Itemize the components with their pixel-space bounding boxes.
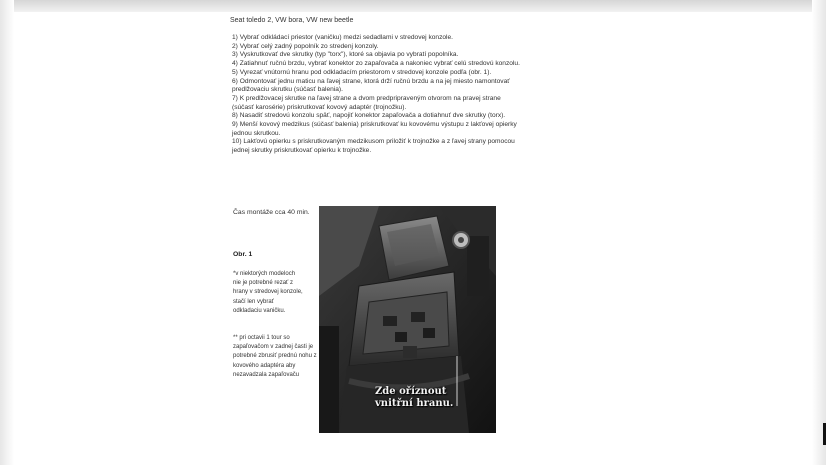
console-photo — [319, 206, 496, 433]
footnote-2: ** pri octavii 1 tour so zapaľovačom v zadnej časti je potrebné zbrusiť prednú nohu z kovového adaptéra aby nezavadzala zapaľovaču — [233, 335, 317, 378]
step-line: predlžovaciu skrutku (súčasť balenia). — [232, 86, 343, 94]
step-line: 2) Vybrať celý zadný popolník zo stredenj konzoly. — [232, 42, 379, 50]
step-line: 3) Vyskrutkovať dve skrutky (typ "torx"), ktoré sa objavia po vybratí popolníka. — [232, 51, 459, 59]
step-line: 5) Vyrezať vnútornú hranu pod odkladacím priestorom v stredovej konzole podľa (obr. 1). — [232, 68, 492, 76]
assembly-time-note: Čas montáže cca 40 min. — [233, 209, 310, 216]
footnote-1: *v niektorých modeloch nie je potrebné rezať z hrany v stredovej konzole, stačí len vybrať odkladaciu vaničku. — [233, 271, 303, 314]
step-line: jednej skrutky priskrutkovať opierku k trojnožke. — [232, 147, 372, 155]
step-line: 9) Menší kovový medzikus (súčasť balenia) priskrutkovať ku kovovému výstupu z lakťovej opierky — [232, 121, 517, 129]
step-line: (súčasť karosérie) priskrutkovať kovový adaptér (trojnožku). — [232, 103, 407, 111]
step-line: 1) Vybrať odkládací priestor (vaničku) medzi sedadlami v stredovej konzole. — [232, 34, 454, 41]
right-page-shadow — [812, 0, 826, 465]
step-line: 8) Nasadiť stredovú konzolu späť, napojiť konektor zapaľovača a dotiahnuť dve skrutky (torx). — [232, 112, 506, 120]
step-line: 10) Lakťovú opierku s priskrutkovaným medzikusom priložiť k trojnožke a z ľavej strany pomocou — [232, 138, 515, 146]
step-line: 6) Odmontovať jednu maticu na ľavej strane, ktorá drží ručnú brzdu a na jej miesto namontovať — [232, 77, 510, 85]
step-line: 4) Zatiahnuť ručnú brzdu, vybrať konektor zo zapaľovača a nakoniec vybrať celú stredovú konzolu. — [232, 60, 520, 68]
step-line: jednou skrutkou. — [232, 129, 281, 137]
instruction-steps — [232, 34, 552, 156]
figure-label: Obr. 1 — [233, 251, 253, 258]
step-line: 7) K predlžovacej skrutke na ľavej strane a dvom predpripraveným otvorom na pravej strane — [232, 94, 501, 102]
document-title: Seat toledo 2, VW bora, VW new beetle — [230, 17, 354, 24]
top-shadow-bar — [0, 0, 826, 12]
photo-caption: Zde oříznout vnitřní hranu. — [375, 386, 454, 409]
left-page-shadow — [0, 0, 14, 465]
